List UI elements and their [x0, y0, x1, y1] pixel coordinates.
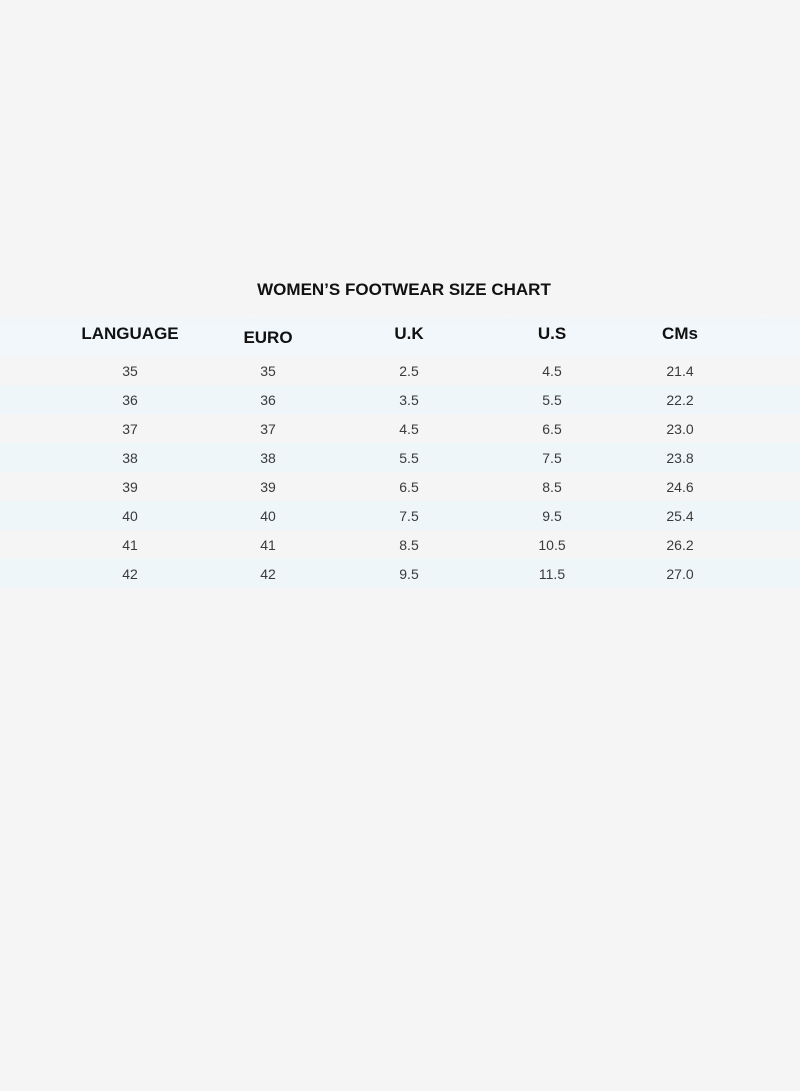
cell-euro: 42 [260, 565, 276, 582]
table-row [0, 501, 800, 530]
cell-language: 40 [122, 507, 138, 524]
cell-us: 10.5 [538, 536, 566, 553]
table-row [0, 443, 800, 472]
table-row [0, 530, 800, 559]
cell-uk: 9.5 [399, 565, 419, 582]
cell-cms: 25.4 [666, 507, 694, 524]
cell-euro: 36 [260, 391, 276, 408]
cell-language: 35 [122, 362, 138, 379]
cell-us: 8.5 [542, 478, 562, 495]
cell-euro: 35 [260, 362, 276, 379]
cell-cms: 24.6 [666, 478, 694, 495]
column-header-euro: EURO [243, 328, 293, 347]
cell-language: 42 [122, 565, 138, 582]
cell-euro: 37 [260, 420, 276, 437]
cell-language: 37 [122, 420, 138, 437]
cell-uk: 7.5 [399, 507, 419, 524]
cell-us: 7.5 [542, 449, 562, 466]
size-chart [0, 268, 800, 588]
cell-uk: 5.5 [399, 449, 419, 466]
cell-uk: 6.5 [399, 478, 419, 495]
cell-cms: 21.4 [666, 362, 694, 379]
cell-uk: 8.5 [399, 536, 419, 553]
cell-euro: 40 [260, 507, 276, 524]
cell-uk: 4.5 [399, 420, 419, 437]
cell-uk: 3.5 [399, 391, 419, 408]
cell-cms: 23.8 [666, 449, 694, 466]
cell-cms: 22.2 [666, 391, 694, 408]
column-header-language: LANGUAGE [81, 324, 179, 343]
column-header-cms: CMs [662, 324, 698, 343]
cell-euro: 38 [260, 449, 276, 466]
cell-uk: 2.5 [399, 362, 419, 379]
cell-language: 36 [122, 391, 138, 408]
cell-euro: 39 [260, 478, 276, 495]
table-row [0, 414, 800, 443]
cell-us: 5.5 [542, 391, 562, 408]
cell-us: 11.5 [538, 565, 566, 582]
cell-us: 4.5 [542, 362, 562, 379]
cell-language: 38 [122, 449, 138, 466]
table-row [0, 472, 800, 501]
cell-us: 9.5 [542, 507, 562, 524]
column-header-uk: U.K [394, 324, 424, 343]
column-header-us: U.S [537, 324, 567, 343]
table-header-row [0, 312, 800, 356]
cell-cms: 26.2 [666, 536, 694, 553]
cell-euro: 41 [260, 536, 276, 553]
table-row [0, 356, 800, 385]
chart-title: WOMEN’S FOOTWEAR SIZE CHART [257, 280, 551, 299]
table-row [0, 559, 800, 588]
table-row [0, 385, 800, 414]
cell-cms: 27.0 [666, 565, 694, 582]
cell-cms: 23.0 [666, 420, 694, 437]
cell-language: 39 [122, 478, 138, 495]
cell-language: 41 [122, 536, 138, 553]
cell-us: 6.5 [542, 420, 562, 437]
